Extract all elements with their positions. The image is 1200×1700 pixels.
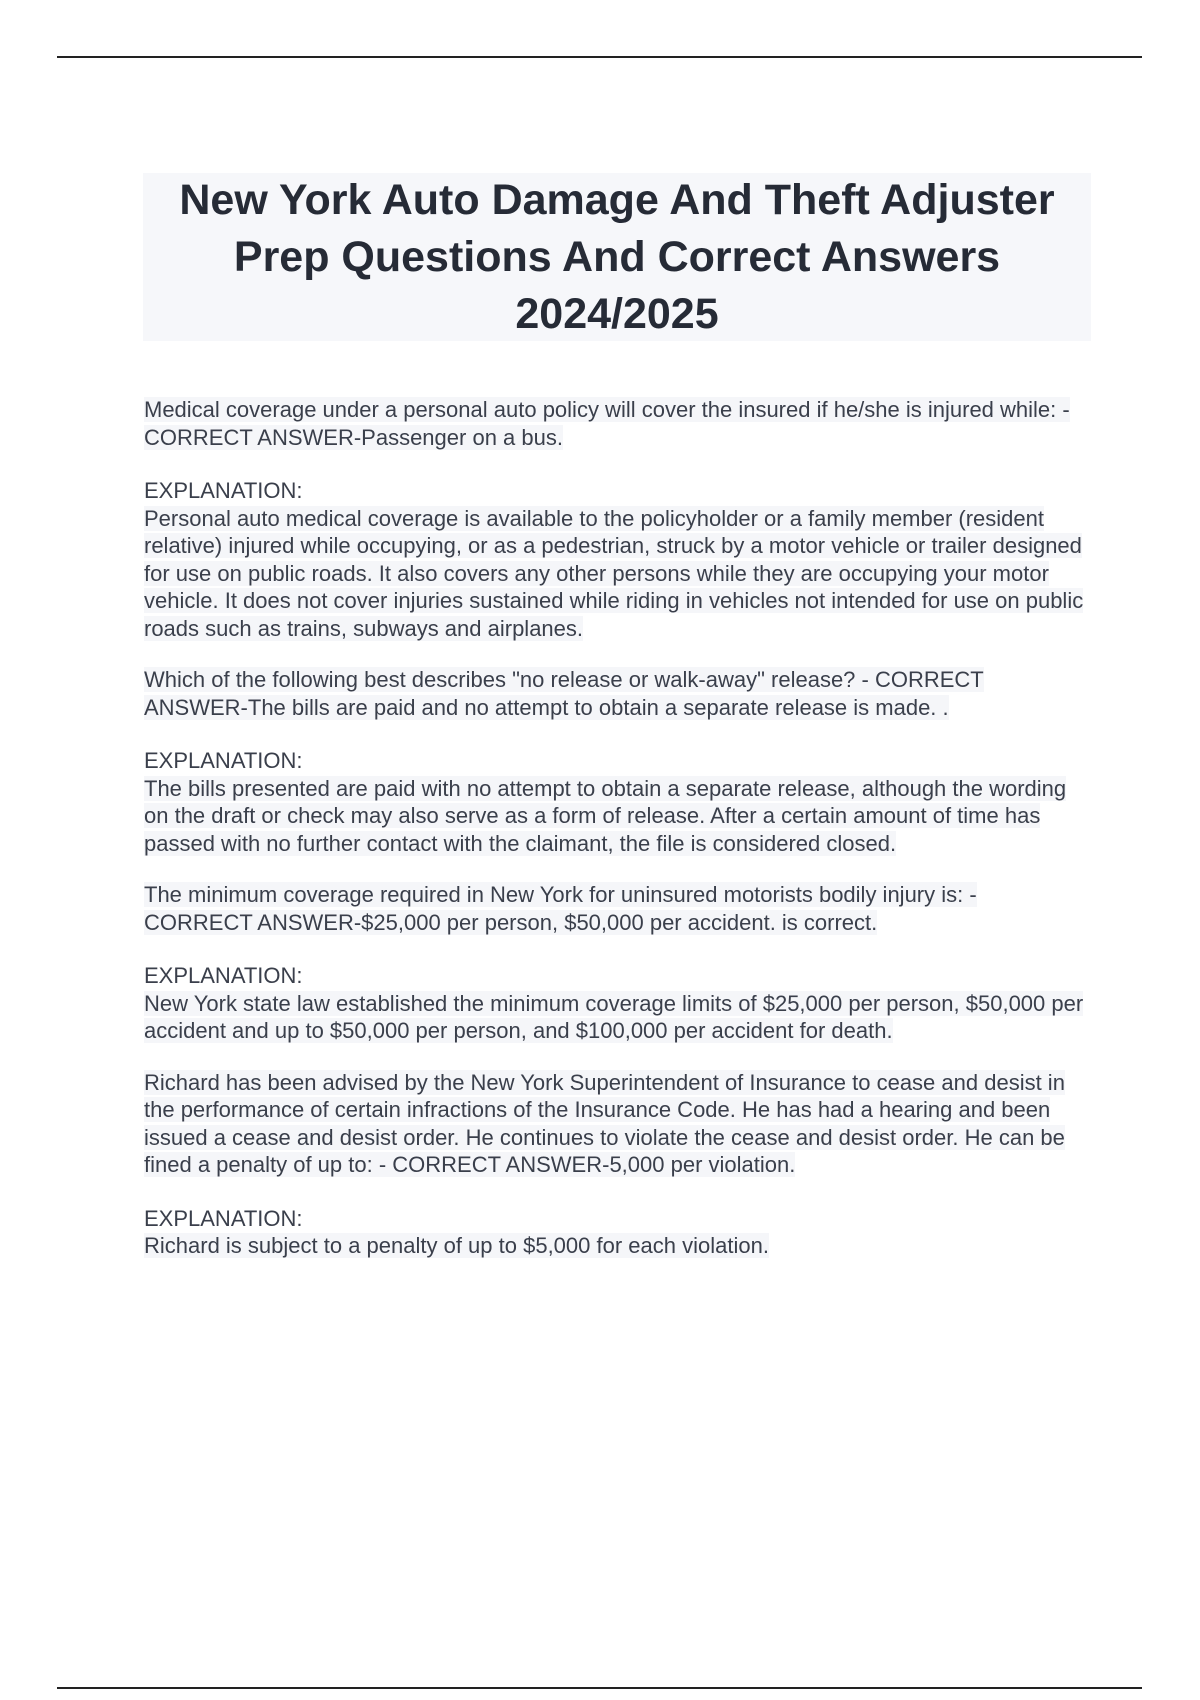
qa-content <box>144 396 1084 1284</box>
qa-item <box>144 881 1084 1045</box>
explanation-text: The bills presented are paid with no attempt to obtain a separate release, although the wording on the draft or check may also serve as a form of release. After a certain amount of time has passed with no further contact with the claimant, the file is considered closed. <box>144 775 1067 856</box>
qa-item <box>144 396 1084 642</box>
question-text: The minimum coverage required in New York for uninsured motorists bodily injury is: - CORRECT ANSWER-$25,000 per person, $50,000 per accident. is correct. <box>144 882 977 935</box>
top-rule <box>57 56 1142 58</box>
question-text: Richard has been advised by the New York Superintendent of Insurance to cease and desist in the performance of certain infractions of the Insurance Code. He has had a hearing and been issued a cease and desist order. He continues to violate the cease and desist order. He can be fined a penalty of up to: - CORRECT ANSWER-5,000 per violation. <box>144 1069 1065 1177</box>
qa-item <box>144 1069 1084 1260</box>
explanation-label: EXPLANATION: <box>144 748 303 773</box>
title-banner <box>143 173 1091 341</box>
explanation-text: Richard is subject to a penalty of up to $5,000 for each violation. <box>144 1233 769 1258</box>
explanation-label: EXPLANATION: <box>144 1205 303 1231</box>
document-title: New York Auto Damage And Theft Adjuster Prep Questions And Correct Answers 2024/2025 <box>179 175 1055 338</box>
bottom-rule <box>57 1687 1142 1689</box>
qa-item <box>144 666 1084 857</box>
explanation-text: Personal auto medical coverage is available to the policyholder or a family member (resident relative) injured while occupying, or as a pedestrian, struck by a motor vehicle or trailer designed for use on public roads. It also covers any other persons while they are occupying your motor vehicle. It does not cover injuries sustained while riding in vehicles not intended for use on public roads such as trains, subways and airplanes. <box>144 505 1084 641</box>
question-text: Which of the following best describes "no release or walk-away" release? - CORRECT ANSWER-The bills are paid and no attempt to obtain a separate release is made. . <box>144 667 984 720</box>
explanation-label: EXPLANATION: <box>144 478 303 503</box>
explanation-text: New York state law established the minimum coverage limits of $25,000 per person, $50,000 per accident and up to $50,000 per person, and $100,000 per accident for death. <box>144 990 1084 1043</box>
explanation-label: EXPLANATION: <box>144 963 303 988</box>
question-text: Medical coverage under a personal auto policy will cover the insured if he/she is injured while: - CORRECT ANSWER-Passenger on a bus. <box>144 397 1070 450</box>
